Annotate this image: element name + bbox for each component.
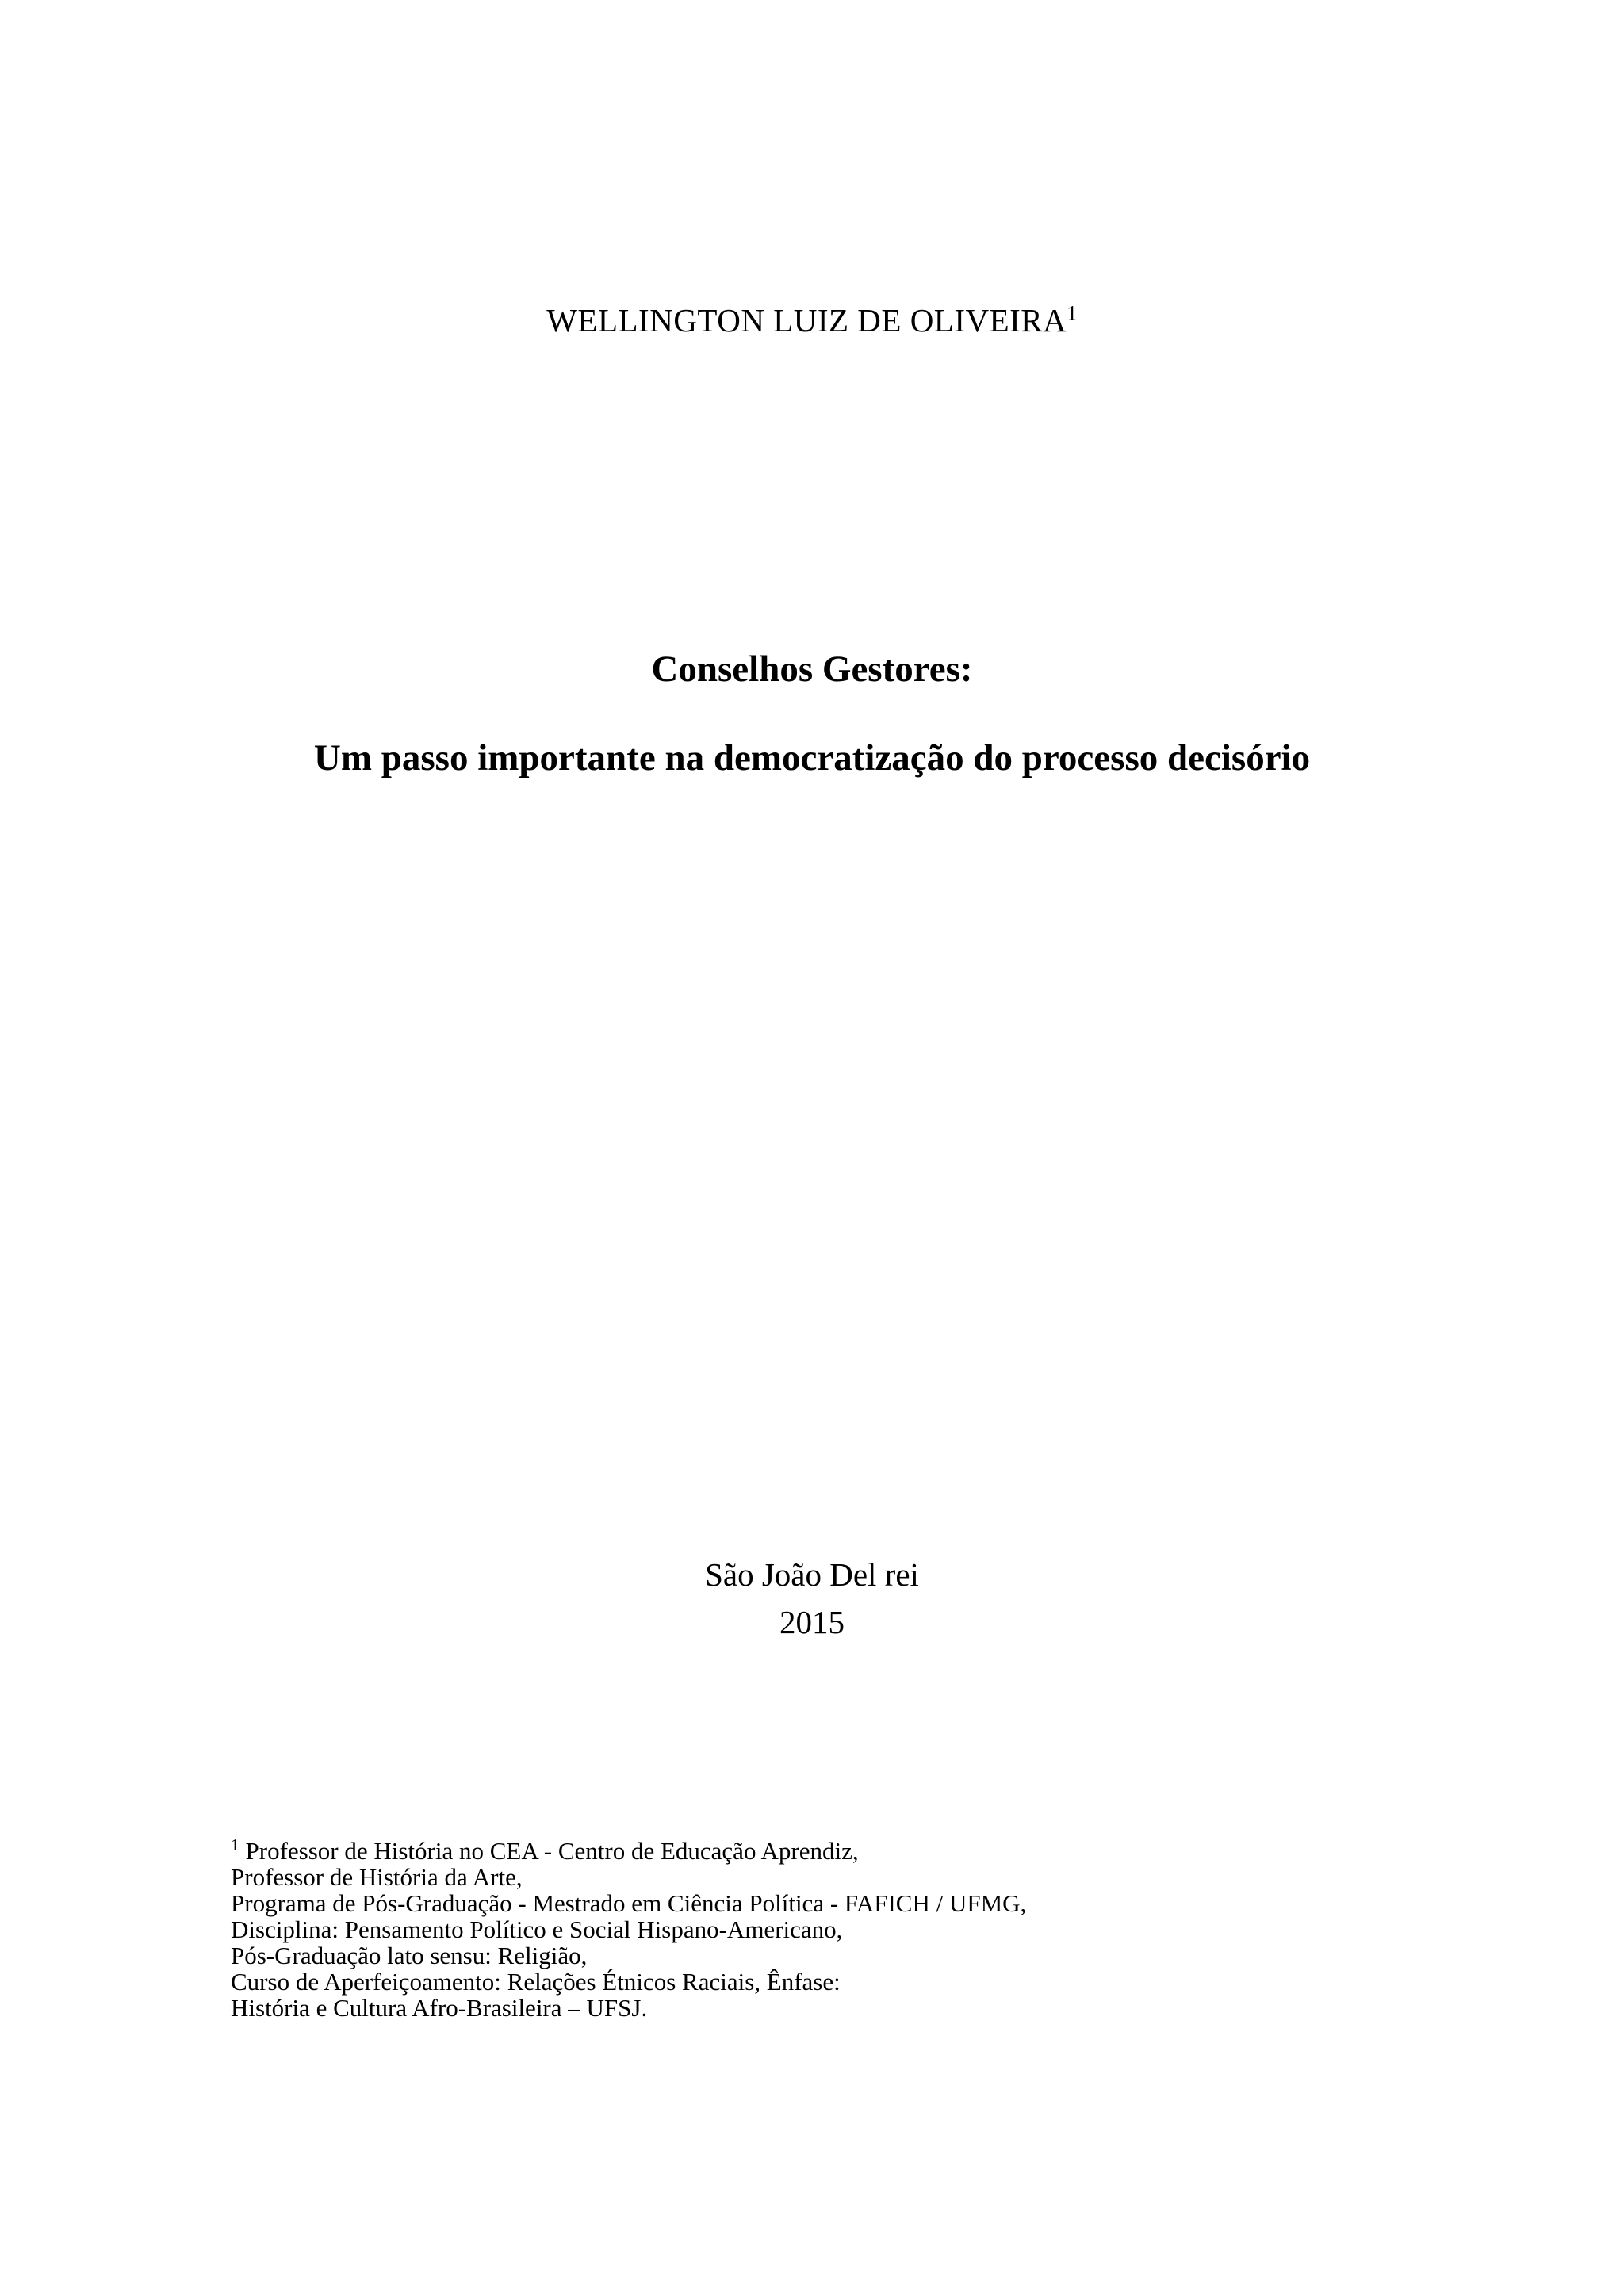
footnote-line: História e Cultura Afro-Brasileira – UFSJ. — [231, 1994, 648, 2022]
footnote-line: Professor de História da Arte, — [231, 1863, 523, 1891]
footnote-line: Disciplina: Pensamento Político e Social Hispano-Americano, — [231, 1915, 843, 1943]
author-footnote — [231, 1835, 1420, 2022]
footnote-marker: 1 — [231, 1835, 239, 1854]
footnote-text: Professor de História no CEA - Centro de Educação Aprendiz, — [245, 1837, 859, 1865]
footnote-line: Programa de Pós-Graduação - Mestrado em Ciência Política - FAFICH / UFMG, — [231, 1889, 1027, 1917]
publication-place: São João Del rei — [705, 1556, 919, 1593]
author-line — [0, 301, 1624, 340]
document-subtitle: Um passo importante na democratização do processo decisório — [313, 737, 1311, 779]
footnote-line — [231, 1835, 1420, 1865]
footnote-line: Curso de Aperfeiçoamento: Relações Étnicos Raciais, Ênfase: — [231, 1968, 841, 1996]
author-name: WELLINGTON LUIZ DE OLIVEIRA — [546, 302, 1067, 339]
publication-year: 2015 — [779, 1604, 845, 1640]
author-footnote-marker: 1 — [1067, 301, 1078, 325]
document-title: Conselhos Gestores: — [651, 649, 973, 690]
footnote-line: Pós-Graduação lato sensu: Religião, — [231, 1942, 588, 1969]
